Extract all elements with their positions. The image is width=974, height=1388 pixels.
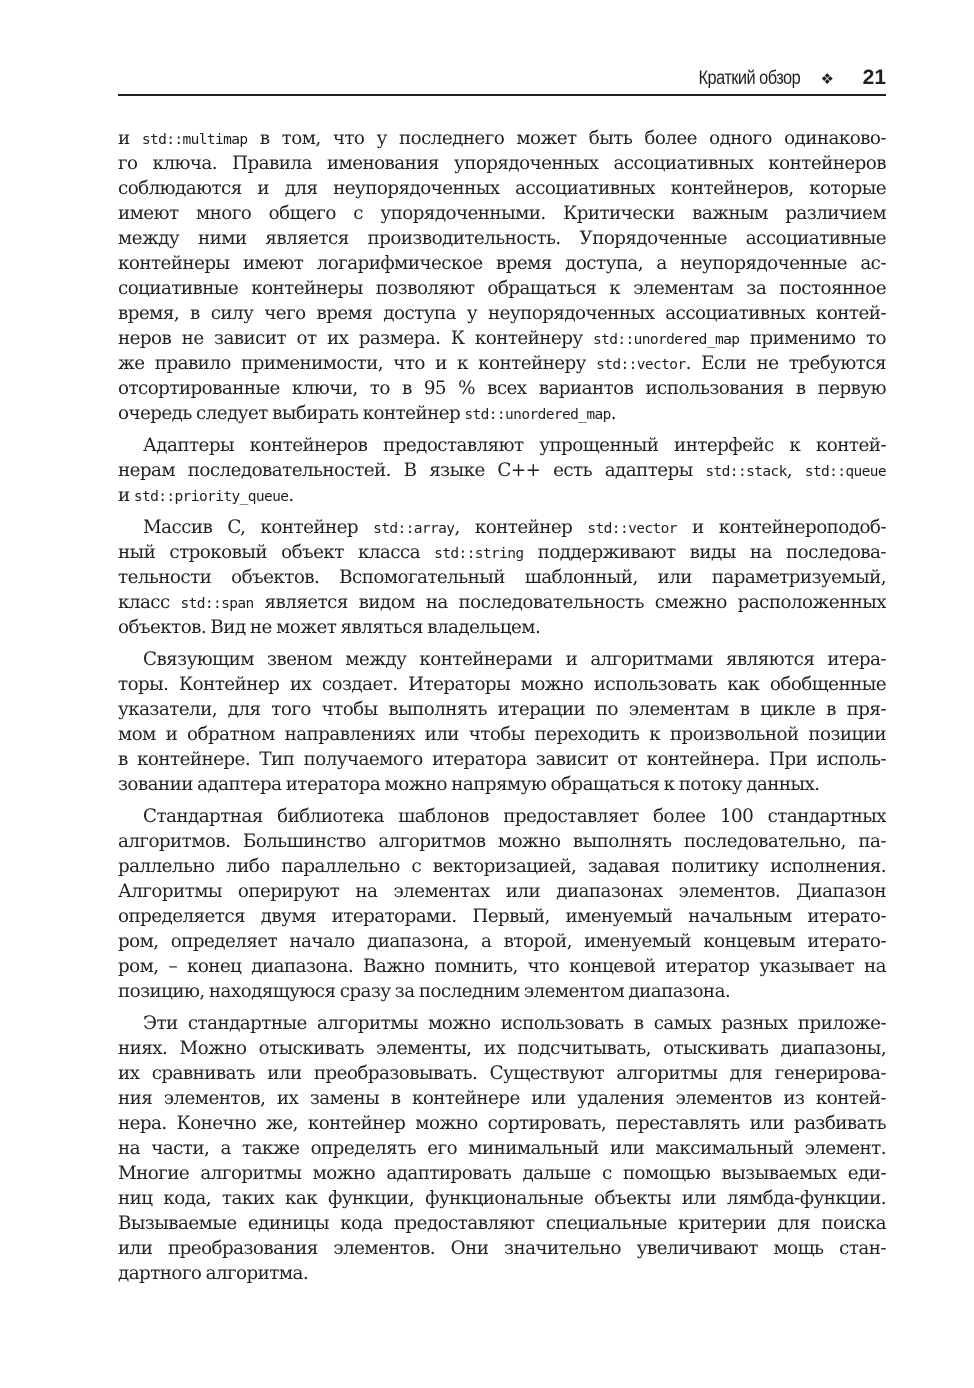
text-run: . Если не требуются [685,353,886,374]
text-line [118,376,886,401]
text-line [118,829,886,854]
inline-code: std::string [434,546,524,562]
text-run: дартного алгоритма. [118,1263,309,1284]
text-line [118,697,886,722]
text-line [118,326,886,351]
text-run: очередь следует выбирать контейнер [118,403,465,424]
paragraph [118,126,886,426]
text-line [118,351,886,376]
text-run: . [610,403,617,424]
text-line [118,747,886,772]
paragraph [118,433,886,508]
text-line [118,458,886,483]
text-run: нерам последовательностей. В языке C++ есть адаптеры [118,460,706,481]
text-line [118,1061,886,1086]
text-run: раллельно либо параллельно с векторизацией, задавая политику исполнения. [118,856,886,877]
text-line [118,1236,886,1261]
text-run: Стандартная библиотека шаблонов предоставляет более 100 стандартных [143,806,886,827]
text-run: алгоритмов. Большинство алгоритмов можно выполнять последовательно, па- [118,831,886,852]
text-line [118,854,886,879]
inline-code: std::queue [804,464,886,480]
text-run: и [118,485,134,506]
text-run: в том, что у последнего может быть более одного одинаково- [247,128,886,149]
text-run: контейнеры имеют логарифмическое время доступа, а неупорядоченные ас- [118,253,886,274]
running-header [118,62,886,96]
text-run: поддерживают виды на последова- [523,542,886,563]
inline-code: std::unordered_map [464,407,611,423]
text-run: определяется двумя итераторами. Первый, именуемый начальным итерато- [118,906,886,927]
text-line [118,126,886,151]
text-run: ром, определяет начало диапазона, а второй, именуемый концевым итерато- [118,931,886,952]
text-line [118,1036,886,1061]
text-run: ный строковый объект класса [118,542,435,563]
text-line [118,151,886,176]
paragraph [118,647,886,797]
text-run: неров не зависит от их размера. К контейнеру [118,328,593,349]
text-line [118,515,886,540]
text-run: или преобразования элементов. Они значительно увеличивают мощь стан- [118,1238,886,1259]
text-line [118,483,886,508]
text-line [118,1136,886,1161]
text-run: Эти стандартные алгоритмы можно использовать в самых разных приложе- [143,1013,886,1034]
text-line [118,1186,886,1211]
text-run: применимо то [739,328,886,349]
text-run: го ключа. Правила именования упорядоченных ассоциативных контейнеров [118,153,886,174]
text-line [118,1211,886,1236]
text-run: ниях. Можно отыскивать элементы, их подсчитывать, отыскивать диапазоны, [118,1038,886,1059]
text-run: нера. Конечно же, контейнер можно сортировать, переставлять или разбивать [118,1113,886,1134]
text-run: между ними является производительность. Упорядоченные ассоциативные [118,228,886,249]
text-line [118,772,886,797]
text-run: в контейнере. Тип получаемого итератора зависит от контейнера. При исполь- [118,749,886,770]
text-run: и контейнероподоб- [676,517,886,538]
text-line [118,804,886,829]
body-text [118,126,886,1293]
inline-code: std::priority_queue [133,489,289,505]
text-run: зовании адаптера итератора можно напрямую обращаться к потоку данных. [118,774,820,795]
text-line [118,590,886,615]
text-line [118,979,886,1004]
text-run: класс [118,592,181,613]
text-line [118,565,886,590]
inline-code: std::stack [705,464,787,480]
text-run: указатели, для того чтобы выполнять итерации по элементам в цикле в пря- [118,699,886,720]
paragraph [118,515,886,640]
text-run: , [786,460,805,481]
text-run: мом и обратном направлениях или чтобы переходить к произвольной позиции [118,724,886,745]
inline-code: std::vector [596,357,686,373]
text-run: является видом на последовательность смежно расположенных [253,592,886,613]
text-run: Вызываемые единицы кода предоставляют специальные критерии для поиска [118,1213,886,1234]
text-line [118,176,886,201]
inline-code: std::multimap [141,132,248,148]
text-run: ниц кода, таких как функции, функциональные объекты или лямбда-функции. [118,1188,886,1209]
text-run: . [288,485,294,506]
text-run: Массив C, контейнер [143,517,374,538]
text-run: соблюдаются и для неупорядоченных ассоциативных контейнеров, которые [118,178,886,199]
text-line [118,301,886,326]
text-run: , контейнер [454,517,588,538]
text-line [118,879,886,904]
inline-code: std::span [180,596,254,612]
text-run: Многие алгоритмы можно адаптировать дальше с помощью вызываемых еди- [118,1163,886,1184]
text-run: имеют много общего с упорядоченными. Критически важным различием [118,203,886,224]
text-line [118,433,886,458]
text-line [118,1111,886,1136]
text-run: торы. Контейнер их создает. Итераторы можно использовать как обобщенные [118,674,886,695]
text-run: Адаптеры контейнеров предоставляют упрощенный интерфейс к контей- [143,435,886,456]
inline-code: std::vector [587,521,677,537]
text-run: и [118,128,142,149]
header-rule [118,94,886,96]
text-line [118,647,886,672]
text-line [118,226,886,251]
text-line [118,954,886,979]
ornament-icon: ❖ [820,70,834,88]
text-run: ром, – конец диапазона. Важно помнить, что концевой итератор указывает на [118,956,886,977]
text-line [118,251,886,276]
text-run: Алгоритмы оперируют на элементах или диапазонах элементов. Диапазон [118,881,886,902]
text-run: на части, а также определять его минимальный или максимальный элемент. [118,1138,886,1159]
paragraph [118,804,886,1004]
paragraph [118,1011,886,1286]
inline-code: std::unordered_map [593,332,740,348]
text-line [118,401,886,426]
text-line [118,722,886,747]
text-run: ния элементов, их замены в контейнере или удаления элементов из контей- [118,1088,886,1109]
text-line [118,672,886,697]
text-line [118,1011,886,1036]
text-line [118,540,886,565]
text-run: объектов. Вид не может являться владельцем. [118,617,541,638]
text-line [118,201,886,226]
text-line [118,276,886,301]
text-line [118,929,886,954]
text-run: Связующим звеном между контейнерами и алгоритмами являются итера- [143,649,886,670]
text-run: отсортированные ключи, то в 95 % всех вариантов использования в первую [118,378,886,399]
text-line [118,904,886,929]
text-run: время, в силу чего время доступа у неупорядоченных ассоциативных контей- [118,303,886,324]
text-run: их сравнивать или преобразовывать. Существуют алгоритмы для генерирова- [118,1063,886,1084]
inline-code: std::array [373,521,455,537]
text-run: же правило применимости, что и к контейнеру [118,353,597,374]
text-run: социативные контейнеры позволяют обращаться к элементам за постоянное [118,278,886,299]
text-line [118,615,886,640]
text-run: тельности объектов. Вспомогательный шаблонный, или параметризуемый, [118,567,886,588]
page-number: 21 [862,66,886,89]
text-line [118,1086,886,1111]
text-line [118,1161,886,1186]
text-line [118,1261,886,1286]
section-title: Краткий обзор [698,68,800,89]
text-run: позицию, находящуюся сразу за последним элементом диапазона. [118,981,731,1002]
